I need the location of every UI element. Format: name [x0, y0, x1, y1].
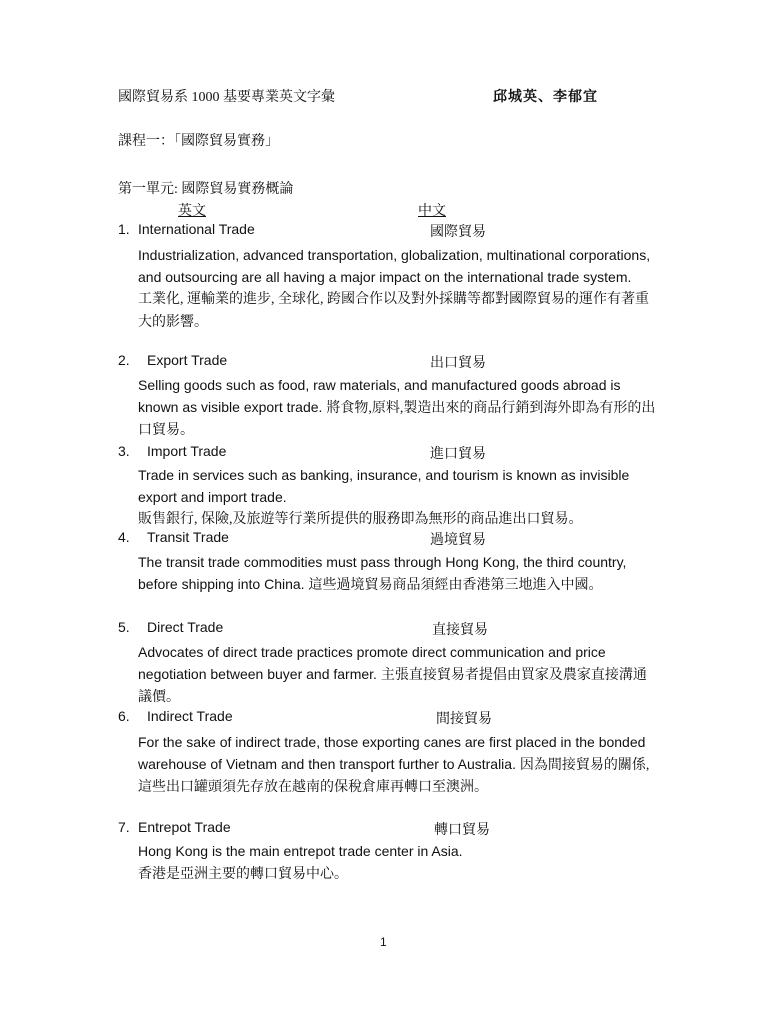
entry-chinese-term: 直接貿易: [432, 623, 488, 638]
authors: 邱城英、李郁宜: [493, 90, 598, 105]
entry-number: 1.: [118, 221, 130, 237]
description-english: Selling goods such as food, raw materials, and manufactured goods abroad is known as visible export trade.: [138, 377, 621, 415]
entry-term: International Trade: [138, 221, 255, 237]
entry-number: 7.: [118, 819, 130, 835]
entry-term: Entrepot Trade: [138, 819, 231, 835]
entry-number: 4.: [118, 529, 130, 545]
entry-chinese-term: 出口貿易: [430, 356, 486, 371]
description-english: Hong Kong is the main entrepot trade center in Asia.: [138, 843, 463, 859]
entry-description: [138, 841, 658, 885]
description-english: The transit trade commodities must pass through Hong Kong, the third country, before shipping into China.: [138, 554, 627, 592]
entry-term: Direct Trade: [147, 619, 224, 635]
entry-description: [138, 465, 658, 531]
description-english: Advocates of direct trade practices promote direct communication and price negotiation between buyer and farmer.: [138, 644, 606, 682]
entry-term: Indirect Trade: [147, 708, 233, 724]
description-chinese: 主張直接貿易者提倡由買家及農家直接溝通議價。: [138, 667, 647, 705]
entry-description: [138, 732, 658, 799]
entry-chinese-term: 國際貿易: [430, 225, 486, 240]
course-title: 課程一：「國際貿易實務」: [118, 134, 279, 149]
entry-description: [138, 375, 658, 442]
unit-title: 第一單元: 國際貿易實務概論: [118, 182, 294, 197]
entry-term: Transit Trade: [147, 529, 229, 545]
entry-number: 6.: [118, 708, 130, 724]
entry-term: Import Trade: [147, 443, 227, 459]
document-title: 國際貿易系 1000 基要專業英文字彙: [118, 90, 335, 105]
description-chinese: 因為間接貿易的關係, 這些出口罐頭須先存放在越南的保稅倉庫再轉口至澳洲。: [138, 757, 650, 795]
entry-description: [138, 245, 658, 333]
entry-number: 5.: [118, 619, 130, 635]
description-english: Trade in services such as banking, insurance, and tourism is known as invisible export and import trade.: [138, 467, 630, 505]
entry-number: 2.: [118, 352, 130, 368]
entry-description: [138, 552, 658, 596]
column-header-chinese: 中文: [418, 204, 446, 219]
entry-description: [138, 642, 658, 709]
entry-chinese-term: 轉口貿易: [434, 823, 490, 838]
description-chinese: 工業化, 運輸業的進步, 全球化, 跨國合作以及對外採購等都對國際貿易的運作有著重大的影響。: [138, 292, 649, 330]
column-header-english: 英文: [178, 204, 206, 219]
description-chinese: 將食物,原料,製造出來的商品行銷到海外即為有形的出口貿易。: [138, 400, 656, 438]
description-english: Industrialization, advanced transportation, globalization, multinational corporations, and outsourcing are all having a major impact on the international trade system.: [138, 247, 651, 285]
description-chinese: 香港是亞洲主要的轉口貿易中心。: [138, 866, 348, 882]
description-chinese: 這些過境貿易商品須經由香港第三地進入中國。: [308, 577, 603, 593]
description-english: For the sake of indirect trade, those exporting canes are first placed in the bonded warehouse of Vietnam and then transport further to Australia.: [138, 734, 646, 772]
entry-chinese-term: 間接貿易: [436, 712, 492, 727]
entry-chinese-term: 進口貿易: [430, 447, 486, 462]
description-chinese: 販售銀行, 保險,及旅遊等行業所提供的服務即為無形的商品進出口貿易。: [138, 512, 583, 527]
page-number: 1: [380, 935, 387, 949]
entry-number: 3.: [118, 443, 130, 459]
entry-chinese-term: 過境貿易: [430, 533, 486, 548]
entry-term: Export Trade: [147, 352, 228, 368]
